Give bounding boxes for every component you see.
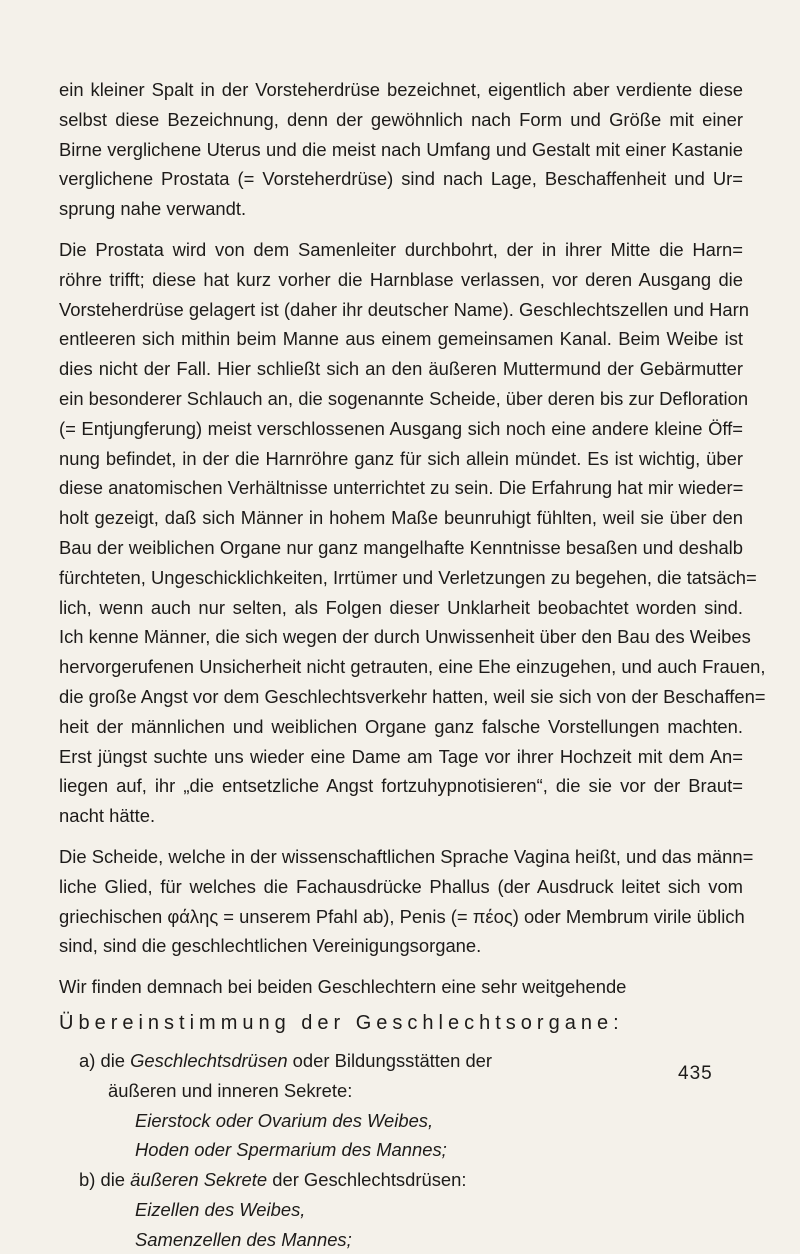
list-item-b-suffix: der Geschlechtsdrüsen: xyxy=(267,1169,467,1191)
text-line: Vorsteherdrüse gelagert ist (daher ihr deutscher Name). Geschlechtszellen und Harn xyxy=(59,298,749,320)
text-line: holt gezeigt, daß sich Männer in hohem Maße beunruhigt fühlten, weil sie über den xyxy=(59,507,743,529)
paragraph-3 xyxy=(59,842,754,961)
text-line: ein kleiner Spalt in der Vorsteherdrüse bezeichnet, eigentlich aber verdiente diese xyxy=(59,79,743,100)
paragraph-1 xyxy=(59,75,743,224)
text-line: röhre trifft; diese hat kurz vorher die Harnblase verlassen, vor deren Ausgang die xyxy=(59,268,743,290)
text-line: die große Angst vor dem Geschlechtsverkehr hatten, weil sie sich von der Beschaffen= xyxy=(59,685,766,707)
text-line: dies nicht der Fall. Hier schließt sich an den äußeren Muttermund der Gebärmutter xyxy=(59,358,743,380)
text-line: Die Scheide, welche in der wissenschaftlichen Sprache Vagina heißt, und das männ= xyxy=(59,845,754,867)
text-line: ein besonderer Schlauch an, die sogenannte Scheide, über deren bis zur Defloration xyxy=(59,387,749,409)
organ-list xyxy=(59,1046,743,1254)
section-heading: Übereinstimmung der Geschlechtsorgane: xyxy=(59,1011,624,1034)
text-line: sprung nahe verwandt. xyxy=(59,198,247,220)
text-line: Die Prostata wird von dem Samenleiter durchbohrt, der in ihrer Mitte die Harn= xyxy=(59,238,743,260)
list-item-a xyxy=(59,1046,743,1076)
text-line: nacht hätte. xyxy=(59,805,156,827)
text-line: verglichene Prostata (= Vorsteherdrüse) sind nach Lage, Beschaffenheit und Ur= xyxy=(59,168,743,190)
list-item-a-continuation: äußeren und inneren Sekrete: xyxy=(108,1079,353,1101)
paragraph-2 xyxy=(59,235,766,831)
text-line: liche Glied, für welches die Fachausdrücke Phallus (der Ausdruck leitet sich vom xyxy=(59,875,743,897)
list-item-b xyxy=(59,1165,743,1195)
text-line: liegen auf, ihr „die entsetzliche Angst fortzuhypnotisieren“, die sie vor der Braut= xyxy=(59,775,743,797)
text-line: entleeren sich mithin beim Manne aus einem gemeinsamen Kanal. Beim Weibe ist xyxy=(59,328,743,350)
page-body xyxy=(59,75,766,1254)
text-line: fürchteten, Ungeschicklichkeiten, Irrtümer und Verletzungen zu begehen, die tatsäch= xyxy=(59,566,757,588)
text-line: Erst jüngst suchte uns wieder eine Dame am Tage vor ihrer Hochzeit mit dem An= xyxy=(59,745,743,767)
text-line: sind, sind die geschlechtlichen Vereinigungsorgane. xyxy=(59,935,482,957)
text-line: nung befindet, in der die Harnröhre ganz für sich allein mündet. Es ist wichtig, über xyxy=(59,447,743,469)
page-number: 435 xyxy=(678,1063,713,1084)
list-item-a-term: Geschlechtsdrüsen xyxy=(130,1049,288,1071)
text-line: Wir finden demnach bei beiden Geschlechtern eine sehr weitgehende xyxy=(59,976,627,998)
text-line: selbst diese Bezeichnung, denn der gewöhnlich nach Form und Größe mit einer xyxy=(59,108,743,130)
list-item-b-term: äußeren Sekrete xyxy=(130,1169,268,1191)
list-subitem: Eierstock oder Ovarium des Weibes, xyxy=(135,1109,434,1131)
text-line: diese anatomischen Verhältnisse unterrichtet zu sein. Die Erfahrung hat mir wieder= xyxy=(59,477,744,499)
text-line: griechischen φάλης = unserem Pfahl ab), Penis (= πέος) oder Membrum virile üblich xyxy=(59,905,745,927)
text-line: Bau der weiblichen Organe nur ganz mangelhafte Kenntnisse besaßen und deshalb xyxy=(59,536,743,558)
text-line: (= Entjungferung) meist verschlossenen Ausgang sich noch eine andere kleine Öff= xyxy=(59,417,743,439)
list-item-a-suffix: oder Bildungsstätten der xyxy=(287,1049,493,1071)
list-subitem: Eizellen des Weibes, xyxy=(135,1198,306,1220)
text-line: heit der männlichen und weiblichen Organe ganz falsche Vorstellungen machten. xyxy=(59,715,743,737)
text-line: lich, wenn auch nur selten, als Folgen dieser Unklarheit beobachtet worden sind. xyxy=(59,596,743,618)
paragraph-4 xyxy=(59,972,743,1002)
list-subitem: Hoden oder Spermarium des Mannes; xyxy=(135,1139,447,1161)
list-item-a-prefix: a) die xyxy=(79,1049,131,1071)
text-line: Birne verglichene Uterus und die meist nach Umfang und Gestalt mit einer Kastanie xyxy=(59,138,743,160)
text-line: hervorgerufenen Unsicherheit nicht getrauten, eine Ehe einzugehen, und auch Frauen, xyxy=(59,656,766,678)
list-item-b-prefix: b) die xyxy=(79,1169,131,1191)
text-line: Ich kenne Männer, die sich wegen der durch Unwissenheit über den Bau des Weibes xyxy=(59,626,751,648)
list-subitem: Samenzellen des Mannes; xyxy=(135,1228,352,1250)
